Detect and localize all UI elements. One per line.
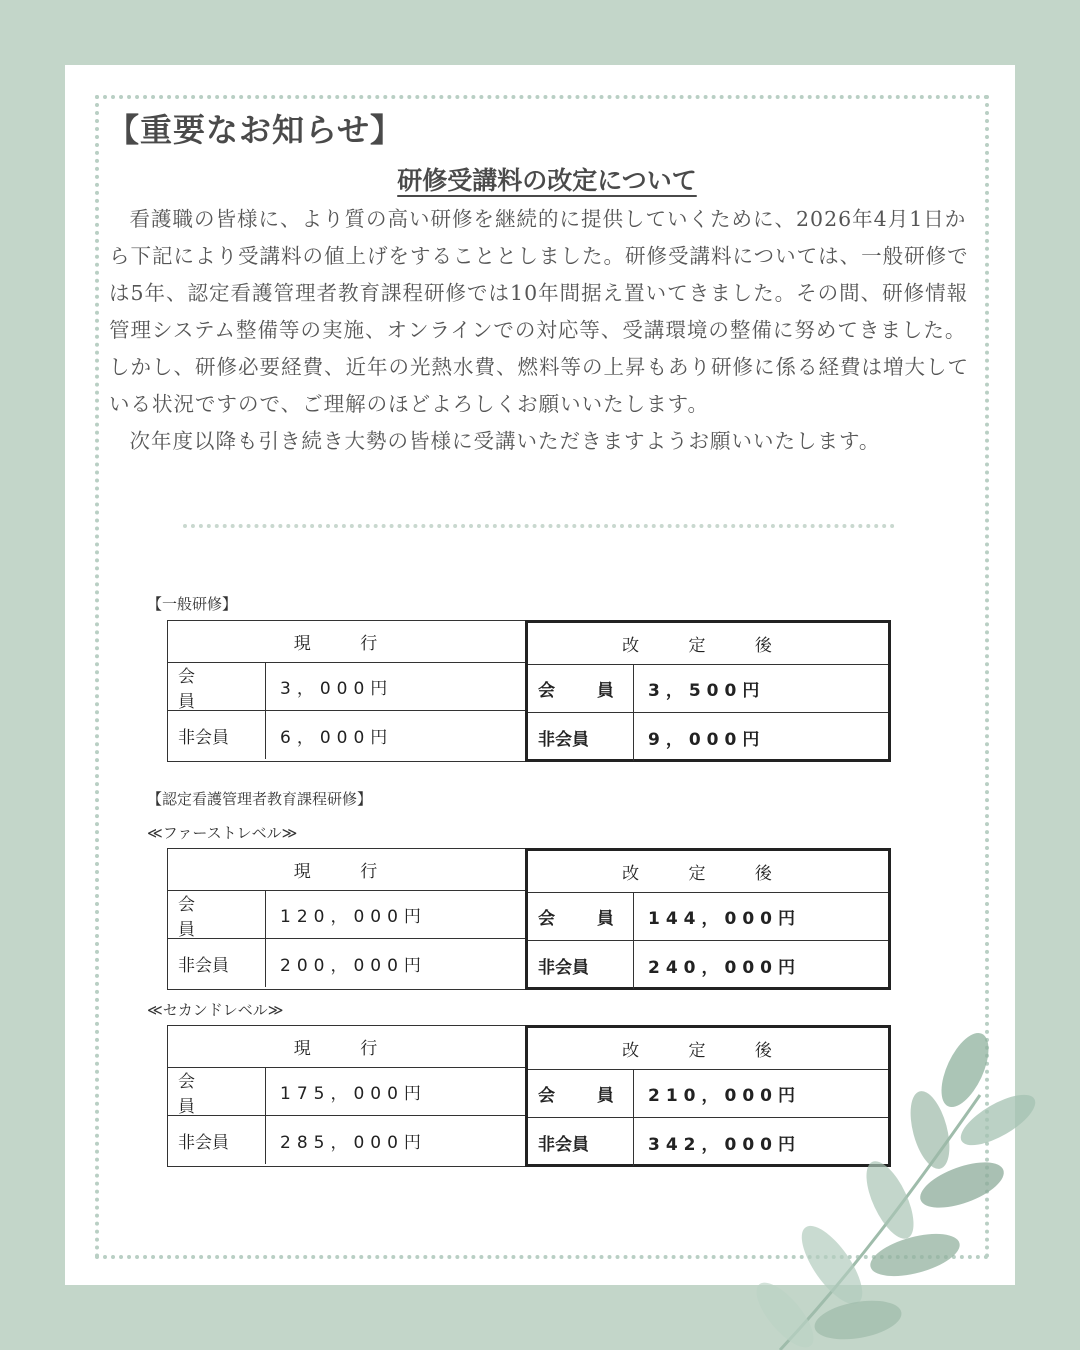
new-nonmember-fee: 9，000円 — [648, 729, 766, 750]
notice-paragraph-2: 次年度以降も引き続き大勢の皆様に受講いただきますようお願いいたします。 — [129, 429, 881, 453]
current-member-fee: 3，000円 — [280, 679, 394, 699]
current-header: 現 行 — [168, 849, 525, 891]
new-header: 改 定 後 — [528, 623, 888, 665]
new-member-fee: 144，000円 — [648, 909, 801, 929]
nonmember-label: 非会員 — [528, 941, 634, 989]
nonmember-label: 非会員 — [168, 939, 266, 987]
general-fee-table — [167, 620, 891, 762]
member-label: 会 員 — [528, 1070, 634, 1117]
new-member-fee: 210，000円 — [648, 1086, 801, 1106]
dotted-separator — [183, 524, 895, 528]
member-row — [168, 891, 525, 939]
new-fee-block — [525, 848, 891, 990]
notice-heading: 【重要なお知らせ】 — [107, 111, 404, 149]
second-level-label: ≪セカンドレベル≫ — [147, 1001, 284, 1019]
member-label: 会 員 — [168, 891, 266, 938]
current-nonmember-fee: 6，000円 — [280, 727, 394, 748]
new-member-fee: 3，500円 — [648, 681, 766, 701]
current-fee-block — [167, 620, 525, 762]
nonmember-row — [168, 711, 525, 759]
nonmember-label: 非会員 — [168, 711, 266, 759]
member-label: 会 員 — [168, 1068, 266, 1115]
notice-body — [109, 201, 973, 460]
current-member-fee: 175，000円 — [280, 1084, 427, 1104]
nonmember-label: 非会員 — [168, 1116, 266, 1164]
first-level-label: ≪ファーストレベル≫ — [147, 824, 298, 842]
leaf-decoration-icon — [740, 1025, 1080, 1350]
member-row — [168, 1068, 525, 1116]
certified-course-label: 【認定看護管理者教育課程研修】 — [147, 790, 373, 808]
new-nonmember-fee: 240，000円 — [648, 957, 801, 978]
nonmember-row — [528, 713, 888, 761]
nonmember-row — [168, 939, 525, 987]
current-header: 現 行 — [168, 1026, 525, 1068]
current-fee-block — [167, 848, 525, 990]
new-header: 改 定 後 — [528, 1028, 888, 1070]
member-label: 会 員 — [168, 663, 266, 710]
current-nonmember-fee: 200，000円 — [280, 955, 427, 976]
current-member-fee: 120，000円 — [280, 907, 427, 927]
new-header: 改 定 後 — [528, 851, 888, 893]
nonmember-row — [168, 1116, 525, 1164]
notice-subtitle: 研修受講料の改定について — [397, 166, 697, 195]
member-row — [168, 663, 525, 711]
member-label: 会 員 — [528, 665, 634, 712]
general-training-label: 【一般研修】 — [147, 595, 238, 613]
member-row — [528, 665, 888, 713]
first-level-fee-table — [167, 848, 891, 990]
current-header: 現 行 — [168, 621, 525, 663]
current-fee-block — [167, 1025, 525, 1167]
notice-paragraph-1: 看護職の皆様に、より質の高い研修を継続的に提供していくために、2026年4月1日から下記により受講料の値上げをすることとしました。研修受講料については、一般研修では5年、認定看護管理者教育課程研修では10年間据え置いてきました。その間、研修情報管理システム整備等の実施、オンラインでの対応等、受講環境の整備に努めてきました。しかし、研修必要経費、近年の光熱水費、燃料等の上昇もあり研修に係る経費は増大している状況ですので、ご理解のほどよろしくお願いいたします。 — [109, 207, 969, 416]
new-fee-block — [525, 620, 891, 762]
nonmember-label: 非会員 — [528, 1118, 634, 1166]
nonmember-label: 非会員 — [528, 713, 634, 761]
member-label: 会 員 — [528, 893, 634, 940]
current-nonmember-fee: 285，000円 — [280, 1132, 427, 1153]
nonmember-row — [528, 941, 888, 989]
new-nonmember-fee: 342，000円 — [648, 1134, 801, 1155]
member-row — [528, 893, 888, 941]
